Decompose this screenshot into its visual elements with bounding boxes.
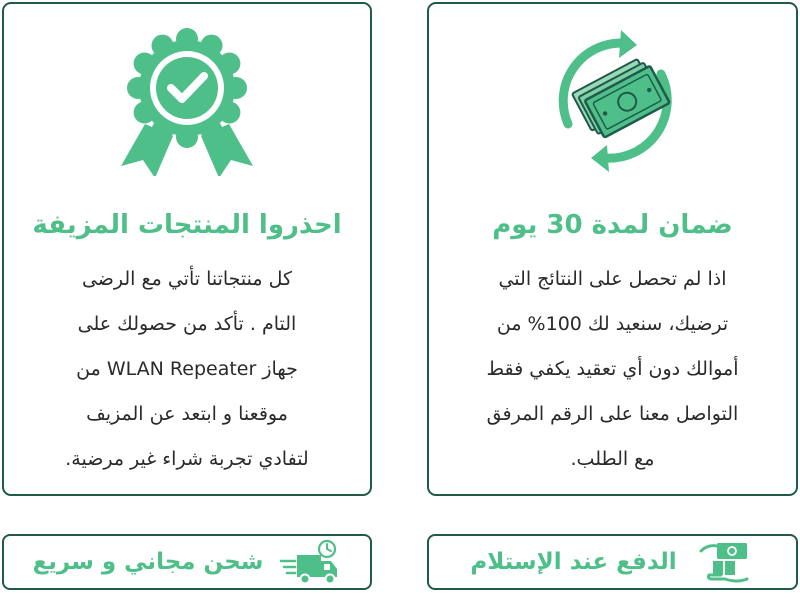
description-line: كل منتجاتنا تأتي مع الرضى	[81, 268, 293, 290]
fast-delivery-truck-icon	[279, 539, 341, 585]
cash-on-delivery-badge	[427, 534, 798, 590]
card-description	[24, 257, 350, 482]
description-line: التام . تأكد من حصولك على	[77, 313, 297, 335]
award-badge-checkmark-icon	[107, 26, 267, 176]
card-title: احذروا المنتجات المزيفة	[32, 210, 342, 240]
description-line: موقعنا و ابتعد عن المزيف	[86, 403, 288, 425]
cash-on-delivery-icon	[693, 539, 755, 585]
description-line: جهاز WLAN Repeater من	[76, 358, 298, 380]
description-line: التواصل معنا على الرقم المرفق	[486, 403, 739, 425]
description-line: أموالك دون أي تعقيد يكفي فقط	[486, 358, 739, 380]
badge-label: شحن مجاني و سريع	[32, 549, 264, 575]
card-description	[449, 257, 776, 482]
guarantee-card	[427, 2, 798, 496]
free-shipping-badge	[2, 534, 372, 590]
money-refresh-icon	[533, 26, 693, 176]
description-line: ترضيك، سنعيد لك 100% من	[496, 313, 729, 335]
description-line: اذا لم تحصل على النتائج التي	[498, 268, 727, 290]
fake-products-card	[2, 2, 372, 496]
badge-label: الدفع عند الإستلام	[470, 549, 677, 575]
description-line: لتفادي تجربة شراء غير مرضية.	[65, 448, 309, 470]
card-title: ضمان لمدة 30 يوم	[492, 210, 733, 240]
description-line: مع الطلب.	[570, 448, 655, 470]
